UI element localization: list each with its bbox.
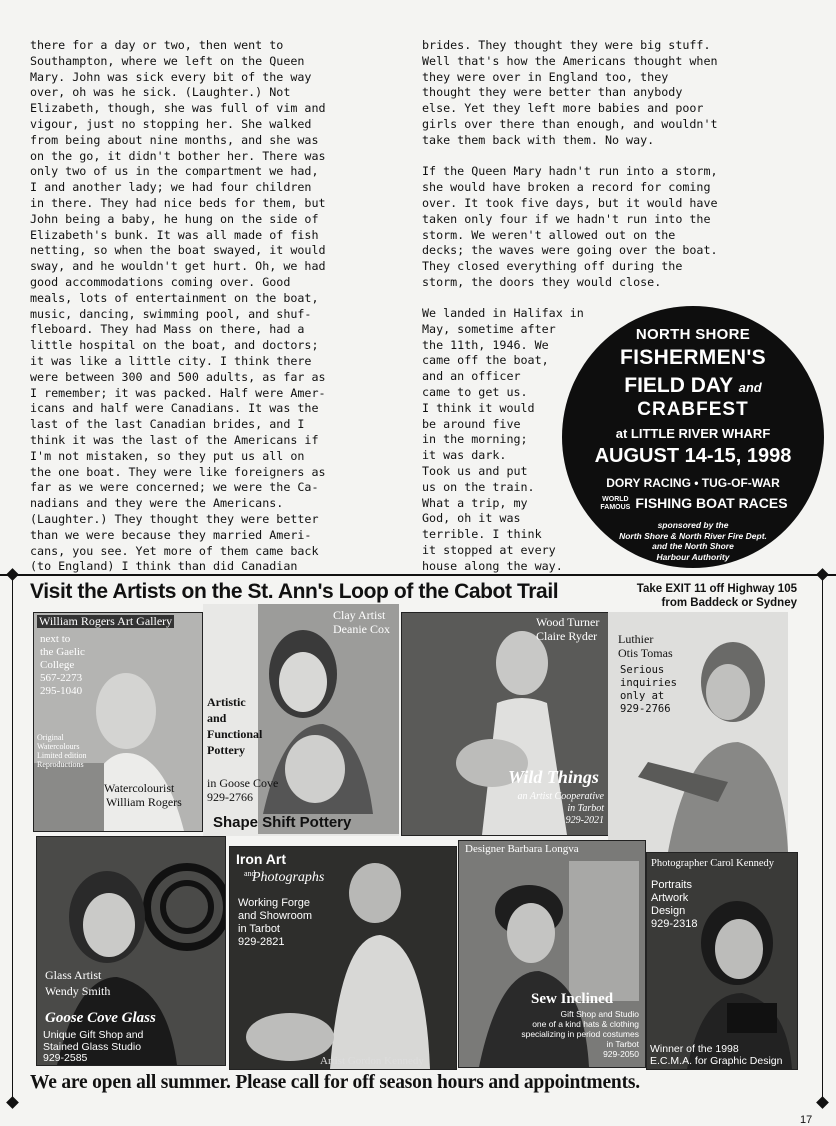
cox-location: in Goose Cove 929-2766 xyxy=(207,776,279,804)
diamond-ornament xyxy=(6,568,19,581)
crabfest-line5: at LITTLE RIVER WHARF xyxy=(615,426,771,441)
rogers-title: William Rogers Art Gallery xyxy=(39,614,173,628)
diamond-ornament xyxy=(816,1096,829,1109)
ryder-shop-details: an Artist Cooperative in Tarbot 929-2021 xyxy=(517,791,604,826)
rogers-gallery-panel xyxy=(33,612,203,832)
article-line: Took us and put xyxy=(422,463,528,478)
cox-pottery-panel xyxy=(203,604,399,836)
page-number: 17 xyxy=(800,1114,813,1126)
article-line: cans, you see. Yet more of them came back xyxy=(30,543,319,558)
smith-panel xyxy=(36,836,226,1066)
article-line: I'm not mistaken, so they put us all on xyxy=(30,448,305,463)
article-line: What a trip, my xyxy=(422,495,528,510)
ryder-credit: Wood Turner Claire Ryder xyxy=(536,615,600,643)
article-line: than we were because they married Ameri- xyxy=(30,527,312,542)
article-line: it was dark. xyxy=(422,448,507,463)
carol-title: Photographer Carol Kennedy xyxy=(651,858,775,869)
smith-shop-name: Goose Cove Glass xyxy=(45,1010,156,1026)
article-line: last of the last Canadian brides, and I xyxy=(30,417,305,432)
cox-description: Artistic and Functional Pottery xyxy=(207,695,263,757)
diamond-ornament xyxy=(816,568,829,581)
longva-panel xyxy=(458,840,646,1068)
gordon-credit: Artist Gordon Kennedy xyxy=(320,1055,424,1067)
article-line: music, dancing, swimming pool, and shuf- xyxy=(30,306,312,321)
cox-credit: Clay Artist Deanie Cox xyxy=(333,608,390,636)
article-line: they were over in England too, they xyxy=(422,69,669,84)
article-line: vigour, just no stopping her. She walked xyxy=(30,116,312,131)
article-line: taken only four if we hadn't run into the xyxy=(422,211,711,226)
longva-title: Designer Barbara Longva xyxy=(465,843,579,855)
gordon-shop-details: Working Forge and Showroom in Tarbot 929-2821 xyxy=(238,897,312,948)
ad-left-rule xyxy=(12,580,13,1100)
gordon-shop-name2: Photographs xyxy=(252,870,325,885)
ad-top-rule xyxy=(0,574,836,576)
article-line: Elizabeth's bunk. It was all made of fish xyxy=(30,227,319,242)
article-line: Elizabeth, though, she was full of vim and xyxy=(30,101,326,116)
article-line: far as we were concerned; we were the Ca- xyxy=(30,480,319,495)
carol-services: Portraits Artwork Design 929-2318 xyxy=(651,879,698,930)
ryder-shop-name: Wild Things xyxy=(508,767,599,787)
article-line: us on the train. xyxy=(422,479,535,494)
article-line: (to England) I think than did Canadian xyxy=(30,559,298,574)
article-line: Mary. John was sick every bit of the way xyxy=(30,69,312,84)
tomas-note: Serious inquiries only at 929-2766 xyxy=(620,664,677,715)
crabfest-line3: FIELD DAY and xyxy=(624,374,762,397)
gordon-shop-name1: Iron Art xyxy=(236,851,287,867)
carol-kennedy-panel xyxy=(646,852,798,1070)
diamond-ornament xyxy=(6,1096,19,1109)
article-line: the one boat. They were like foreigners as xyxy=(30,464,326,479)
article-line: over, oh was he sick. (Laughter.) Not xyxy=(30,85,291,100)
rogers-original-note: Original Watercolours Limited edition Reproductions xyxy=(37,733,87,769)
article-line: came to get us. xyxy=(422,384,528,399)
article-line: storm, the doors they would close. xyxy=(422,274,662,289)
rogers-credit: Watercolourist William Rogers xyxy=(104,781,182,809)
cox-shop-name: Shape Shift Pottery xyxy=(213,814,352,831)
article-line: (Laughter.) They thought they were better xyxy=(30,511,319,526)
gordon-shop-and: and xyxy=(244,869,256,878)
longva-shop-name: Sew Inclined xyxy=(531,991,614,1007)
ryder-panel xyxy=(401,612,609,836)
tomas-credit: Luthier Otis Tomas xyxy=(618,632,673,660)
article-line: brides. They thought they were big stuff. xyxy=(422,38,711,52)
longva-shop-details: Gift Shop and Studio one of a kind hats & clothing specializing in period costumes in Tarbot 929-2050 xyxy=(521,1009,639,1059)
article-line: little hospital on the boat, and doctors; xyxy=(30,338,319,353)
article-line: netting, so when the boat swayed, it would xyxy=(30,243,326,258)
crabfest-ad xyxy=(562,306,824,568)
crabfest-sponsors: sponsored by the North Shore & North River Fire Dept. and the North Shore Harbour Authority xyxy=(619,520,767,562)
article-line: meals, lots of entertainment on the boat, xyxy=(30,290,319,305)
article-line: good accommodations coming over. Good xyxy=(30,274,291,289)
crabfest-line1: NORTH SHORE xyxy=(635,326,751,343)
tomas-panel xyxy=(608,612,788,852)
article-line: They closed everything off during the xyxy=(422,259,683,274)
article-left-column xyxy=(30,38,410,575)
article-line: in the morning; xyxy=(422,432,528,447)
directions-note: Take EXIT 11 off Highway 105 from Baddeck or Sydney xyxy=(636,583,797,609)
ad-right-rule xyxy=(822,580,823,1100)
crabfest-events: DORY RACING • TUG-OF-WAR xyxy=(606,476,780,490)
article-line: were between 300 and 500 adults, as far as xyxy=(30,369,326,384)
article-line: nadians and they were the Americans. xyxy=(30,496,284,511)
article-line: over. It took five days, but it would have xyxy=(422,195,718,210)
article-line: from being about nine months, and she was xyxy=(30,132,319,147)
article-line: terrible. I think xyxy=(422,527,542,542)
article-line: We landed in Halifax in xyxy=(422,306,584,320)
article-line: Southampton, where we left on the Queen xyxy=(30,53,305,68)
article-line: it was like a little city. I think there xyxy=(30,353,312,368)
rogers-location: next to the Gaelic College 567-2273 295-1040 xyxy=(40,633,85,697)
carol-award: Winner of the 1998 E.C.M.A. for Graphic Design xyxy=(650,1043,783,1067)
article-line: icans and half were Canadians. It was the xyxy=(30,401,319,416)
article-line: girls over there than enough, and wouldn't xyxy=(422,116,718,131)
article-line: storm. We weren't allowed out on the xyxy=(422,227,676,242)
article-line: came off the boat, xyxy=(422,353,549,368)
article-line: May, sometime after xyxy=(422,321,556,336)
smith-shop-details: Unique Gift Shop and Stained Glass Studio 929-2585 xyxy=(43,1029,144,1064)
crabfest-line2: FISHERMEN'S xyxy=(620,346,766,369)
article-line: John being a baby, he hung on the side of xyxy=(30,211,319,226)
article-line: fleboard. They had Mass on there, had a xyxy=(30,322,305,337)
article-line xyxy=(422,149,822,165)
article-right-column xyxy=(422,38,822,291)
article-line: it stopped at every xyxy=(422,542,556,557)
crabfest-line4: CRABFEST xyxy=(637,399,749,420)
hours-note: We are open all summer. Please call for off season hours and appointments. xyxy=(30,1072,640,1093)
gordon-kennedy-panel xyxy=(229,846,457,1070)
article-line: decks; the waves were going over the boat. xyxy=(422,243,718,258)
article-line: I think it would xyxy=(422,400,535,415)
article-line: and an officer xyxy=(422,369,521,384)
artists-ad-headline: Visit the Artists on the St. Ann's Loop of the Cabot Trail xyxy=(30,580,559,603)
article-line: she would have broken a record for coming xyxy=(422,180,711,195)
article-line: house along the way. xyxy=(422,558,563,573)
article-line: there for a day or two, then went to xyxy=(30,38,284,52)
article-line: think it was the last of the Americans if xyxy=(30,432,319,447)
smith-credit: Glass Artist Wendy Smith xyxy=(45,968,111,998)
article-line: take them back with them. No way. xyxy=(422,132,655,147)
article-line: in there. They had nice beds for them, but xyxy=(30,195,326,210)
crabfest-date: AUGUST 14-15, 1998 xyxy=(594,445,792,467)
article-line: I and another lady; we had four children xyxy=(30,180,312,195)
article-line: Well that's how the Americans thought when xyxy=(422,53,718,68)
article-line: only two of us in the compartment we had, xyxy=(30,164,319,179)
article-line: thought they were better than anybody xyxy=(422,85,683,100)
article-line: the 11th, 1946. We xyxy=(422,337,549,352)
article-line: else. Yet they left more babies and poor xyxy=(422,101,704,116)
article-line: sway, and he wouldn't get hurt. Oh, we had xyxy=(30,259,326,274)
article-line: God, oh it was xyxy=(422,511,521,526)
article-line: be around five xyxy=(422,416,521,431)
article-line: I remember; it was packed. Half were Amer- xyxy=(30,385,326,400)
article-line: on the go, it didn't bother her. There was xyxy=(30,148,326,163)
crabfest-races: WORLD FAMOUS FISHING BOAT RACES xyxy=(600,495,788,512)
article-line: If the Queen Mary hadn't run into a storm, xyxy=(422,164,718,179)
